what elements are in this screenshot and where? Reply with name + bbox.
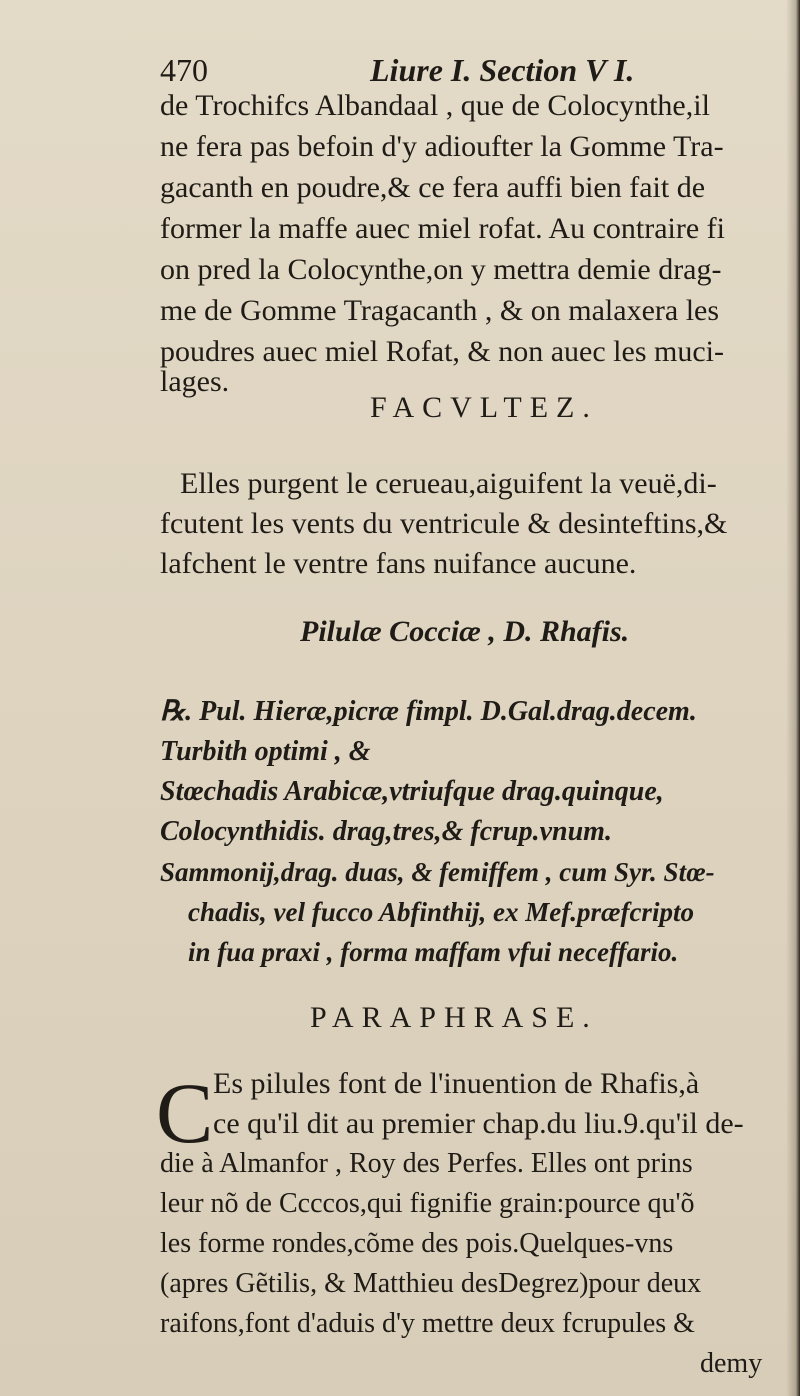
text-line: me de Gomme Tragacanth , & on malaxera les xyxy=(160,294,720,327)
recipe-line: Turbith optimi , & xyxy=(160,736,371,767)
catchword: demy xyxy=(700,1348,763,1379)
page-edge-shadow xyxy=(786,0,800,1396)
text-line: Es pilules font de l'inuention de Rhafis,à xyxy=(213,1067,700,1100)
text-line: raifons,font d'aduis d'y mettre deux fcrupules & xyxy=(160,1308,695,1339)
recipe-line: Stœchadis Arabicæ,vtriufque drag.quinque, xyxy=(160,776,664,807)
running-title: Liure I. Section V I. xyxy=(370,52,635,88)
recipe-line: chadis, vel fucco Abfinthij, ex Mef.præfcripto xyxy=(188,897,694,927)
text-line: les forme rondes,cõme des pois.Quelques-vns xyxy=(160,1228,674,1259)
recipe-line: Sammonij,drag. duas, & femiffem , cum Syr. Stœ- xyxy=(160,857,715,887)
text-line: ne fera pas befoin d'y adioufter la Gomme Tra- xyxy=(160,130,724,163)
text-line: fcutent les vents du ventricule & desinteftins,& xyxy=(160,507,728,540)
text-line: de Trochifcs Albandaal , que de Colocynthe,il xyxy=(160,89,710,122)
text-line: on pred la Colocynthe,on y mettra demie drag- xyxy=(160,253,722,286)
recipe-line: ℞. Pul. Hieræ,picræ fimpl. D.Gal.drag.decem. xyxy=(160,696,697,727)
text-line: (apres Gẽtilis, & Matthieu desDegrez)pour deux xyxy=(160,1268,702,1299)
text-line: die à Almanfor , Roy des Perfes. Elles ont prins xyxy=(160,1148,693,1179)
text-line: lages. xyxy=(160,365,230,398)
recipe-line: Colocynthidis. drag,tres,& fcrup.vnum. xyxy=(160,816,612,847)
text-line: lafchent le ventre fans nuifance aucune. xyxy=(160,547,637,580)
page-number: 470 xyxy=(160,52,208,88)
drop-cap: C xyxy=(156,1065,214,1161)
text-line: gacanth en poudre,& ce fera auffi bien fait de xyxy=(160,171,706,204)
section-heading-paraphrase: PARAPHRASE. xyxy=(310,1001,598,1034)
text-line: leur nõ de Ccccos,qui fignifie grain:pource qu'õ xyxy=(160,1188,695,1219)
recipe-title: Pilulæ Cocciæ , D. Rhafis. xyxy=(300,615,630,648)
recipe-line: in fua praxi , forma maffam vfui neceffario. xyxy=(188,937,679,967)
text-line: ce qu'il dit au premier chap.du liu.9.qu'il de- xyxy=(213,1107,744,1140)
section-heading-facultez: FACVLTEZ. xyxy=(370,391,598,424)
text-line: Elles purgent le cerueau,aiguifent la veuë,di- xyxy=(180,467,717,500)
text-line: former la maffe auec miel rofat. Au contraire fi xyxy=(160,212,726,245)
text-line: poudres auec miel Rofat, & non auec les muci- xyxy=(160,335,724,368)
